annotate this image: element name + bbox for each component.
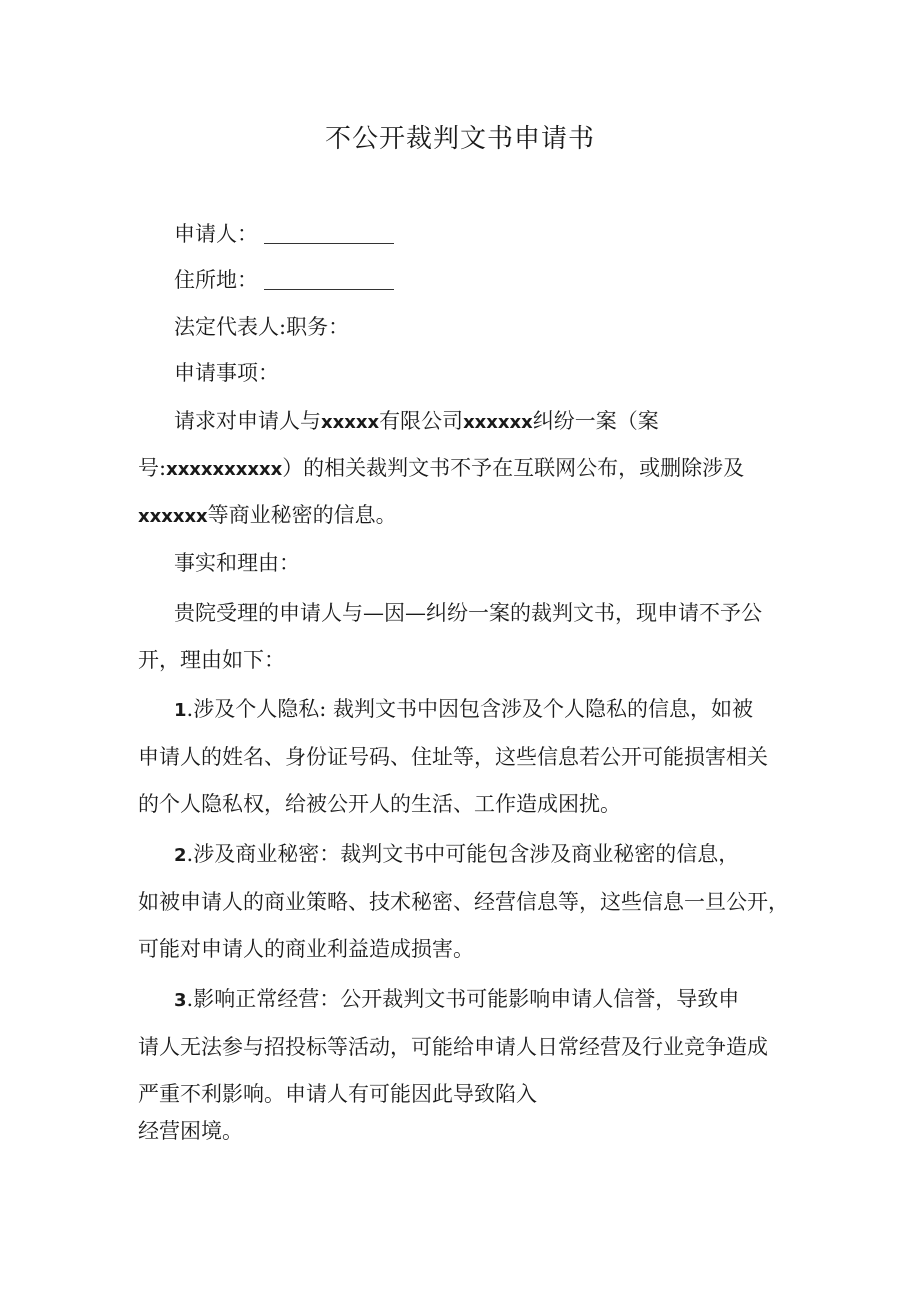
facts-intro-line-1: 贵院受理的申请人与—因—纠纷一案的裁判文书，现申请不予公 bbox=[174, 601, 762, 625]
applicant-blank bbox=[264, 221, 394, 244]
facts-heading: 事实和理由： bbox=[174, 551, 300, 575]
request-text: 纠纷一案（案 bbox=[532, 409, 659, 433]
reason-1-line-1 bbox=[174, 694, 753, 726]
reason-1-line-2: 申请人的姓名、身份证号码、住址等，这些信息若公开可能损害相关 bbox=[138, 745, 768, 769]
applicant-label: 申请人： bbox=[174, 222, 258, 246]
request-heading: 申请事项： bbox=[174, 361, 279, 385]
reason-3-line-4: 经营困境。 bbox=[138, 1119, 243, 1143]
reason-3-number: 3 bbox=[174, 990, 187, 1011]
request-line-1 bbox=[174, 406, 659, 438]
request-line-2 bbox=[138, 453, 744, 485]
reason-3-line-1 bbox=[174, 984, 739, 1016]
request-text: 请求对申请人与 bbox=[174, 409, 321, 433]
facts-intro-line-2: 开，理由如下： bbox=[138, 648, 285, 672]
address-blank bbox=[264, 267, 394, 290]
reason-text: .影响正常经营：公开裁判文书可能影响申请人信誉，导致申 bbox=[186, 987, 740, 1011]
reason-text: .涉及个人隐私: 裁判文书中因包含涉及个人隐私的信息，如被 bbox=[186, 697, 753, 721]
legal-rep-label: 法定代表人:职务： bbox=[174, 315, 350, 339]
reason-1-number: 1 bbox=[174, 700, 187, 721]
reason-3-line-3: 严重不利影响。申请人有可能因此导致陷入 bbox=[138, 1082, 537, 1106]
reason-2-line-2: 如被申请人的商业策略、技术秘密、经营信息等，这些信息一旦公开， bbox=[138, 890, 789, 914]
reason-text: .涉及商业秘密：裁判文书中可能包含涉及商业秘密的信息， bbox=[186, 842, 740, 866]
reason-2-number: 2 bbox=[174, 845, 187, 866]
address-line bbox=[174, 265, 394, 295]
reason-3-line-2: 请人无法参与招投标等活动，可能给申请人日常经营及行业竞争造成 bbox=[138, 1035, 768, 1059]
applicant-line bbox=[174, 219, 394, 249]
placeholder-dispute: xxxxxx bbox=[463, 412, 533, 433]
placeholder-case-number: xxxxxxxxxx bbox=[166, 459, 283, 480]
reason-2-line-3: 可能对申请人的商业利益造成损害。 bbox=[138, 937, 474, 961]
address-label: 住所地： bbox=[174, 268, 258, 292]
request-text: 有限公司 bbox=[379, 409, 464, 433]
legal-rep-line bbox=[174, 312, 349, 342]
request-text: 等商业秘密的信息。 bbox=[207, 503, 397, 527]
placeholder-party: xxxxx bbox=[321, 412, 380, 433]
reason-1-line-3: 的个人隐私权，给被公开人的生活、工作造成困扰。 bbox=[138, 792, 621, 816]
placeholder-secret: xxxxxx bbox=[138, 506, 208, 527]
request-line-3 bbox=[138, 500, 397, 532]
document-title: 不公开裁判文书申请书 bbox=[324, 124, 595, 154]
request-text: 号: bbox=[138, 456, 167, 480]
request-text: ）的相关裁判文书不予在互联网公布，或删除涉及 bbox=[282, 456, 745, 480]
reason-2-line-1 bbox=[174, 839, 739, 871]
